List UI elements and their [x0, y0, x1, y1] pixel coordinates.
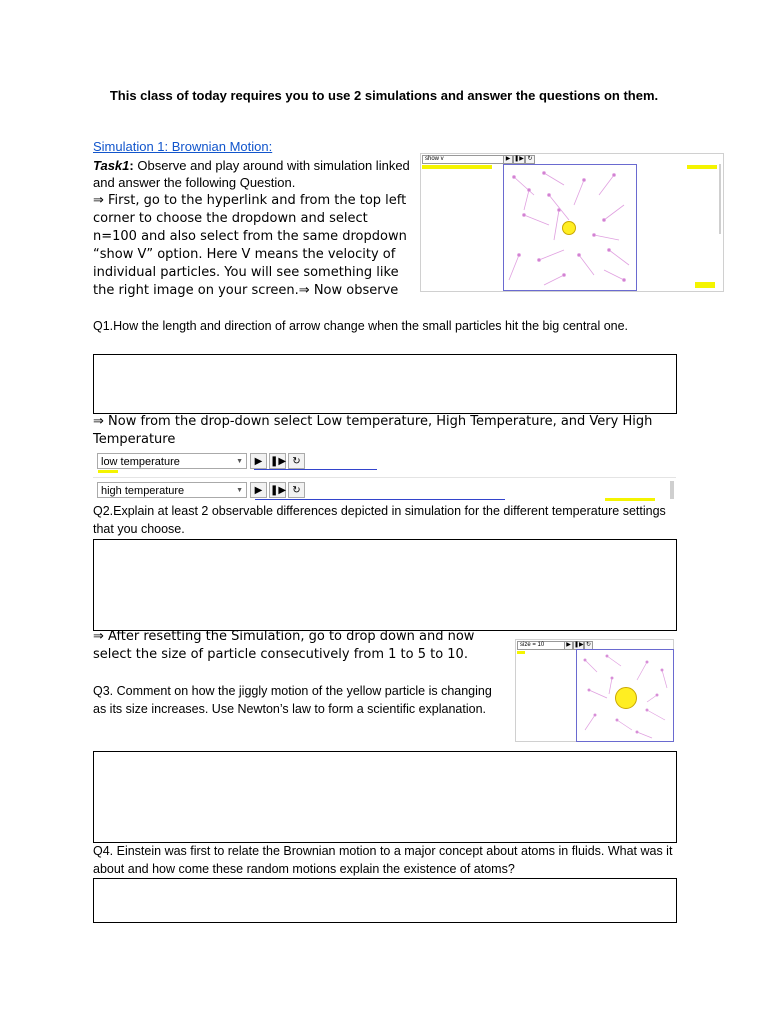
simulation-box [503, 164, 637, 291]
answer-box-3[interactable] [93, 751, 677, 843]
size-instruction: ⇒ After resetting the Simulation, go to drop down and now select the size of particle consecutively from 1 to 5 to 10. [93, 629, 475, 662]
step-button[interactable]: ❚▶ [269, 453, 286, 469]
yellow-tag [422, 165, 492, 169]
scrollbar [670, 481, 674, 499]
sim-dropdown: show v [422, 155, 504, 164]
yellow-tag [605, 498, 655, 501]
play-icon: ▶ [564, 641, 573, 650]
yellow-tag [98, 470, 118, 473]
play-button[interactable]: ▶ [250, 482, 267, 498]
task1-intro: Task1: Observe and play around with simulation linked and answer the following Question. [93, 158, 410, 190]
simulation-1-link[interactable]: Simulation 1: Brownian Motion: [93, 139, 273, 154]
reset-icon: ↻ [525, 155, 535, 164]
question-3: Q3. Comment on how the jiggly motion of the yellow particle is changing as its size increases. Use Newton’s law to form a scientific explanation. [93, 684, 492, 716]
yellow-tag [695, 282, 715, 288]
chevron-down-icon: ▼ [236, 487, 243, 494]
reset-icon: ↻ [585, 642, 592, 648]
answer-box-2[interactable] [93, 539, 677, 631]
task1-text: Observe and play around with simulation linked and answer the following Question. [93, 158, 410, 190]
page-title: This class of today requires you to use 2 simulations and answer the questions on them. [109, 88, 659, 103]
question-2: Q2.Explain at least 2 observable differences depicted in simulation for the different temperature settings that you choose. [93, 504, 666, 536]
simulation-box [576, 649, 674, 742]
high-temperature-controls [97, 482, 317, 500]
yellow-tag [517, 651, 525, 654]
reset-button[interactable]: ↻ [288, 453, 305, 469]
yellow-particle [615, 687, 637, 709]
low-temperature-dropdown[interactable]: low temperature ▼ [97, 453, 247, 469]
play-button[interactable]: ▶ [250, 453, 267, 469]
yellow-particle [562, 221, 576, 235]
simulation-screenshot-show-v [420, 153, 724, 292]
reset-button[interactable]: ↻ [288, 482, 305, 498]
step-button[interactable]: ❚▶ [269, 482, 286, 498]
step-icon: ❚▶ [574, 642, 584, 648]
play-icon: ▶ [503, 155, 513, 164]
task1-instructions: ⇒ First, go to the hyperlink and from the top left corner to choose the dropdown and select n=100 and also select from the same dropdown “show V” option. Here V means the velocity of individual particles. You will see something like the right image on your screen.⇒ Now observe [93, 193, 407, 298]
answer-box-4[interactable] [93, 878, 677, 923]
question-1: Q1.How the length and direction of arrow change when the small particles hit the big central one. [93, 319, 629, 333]
step-icon: ❚▶ [514, 156, 524, 162]
answer-box-1[interactable] [93, 354, 677, 414]
question-4: Q4. Einstein was first to relate the Brownian motion to a major concept about atoms in fluids. What was it about and how come these random motions explain the existence of atoms? [93, 844, 673, 876]
simulation-box-edge [254, 469, 377, 470]
simulation-screenshot-size-10 [515, 639, 674, 742]
chevron-down-icon: ▼ [236, 458, 243, 465]
task1-label: Task1 [93, 158, 130, 173]
sim-dropdown: size = 10 [517, 641, 565, 650]
scrollbar [719, 164, 721, 234]
low-temperature-controls [97, 453, 317, 475]
high-temperature-dropdown[interactable]: high temperature ▼ [97, 482, 247, 498]
yellow-tag [687, 165, 717, 169]
temperature-instruction: ⇒ Now from the drop-down select Low temperature, High Temperature, and Very High Temperature [93, 414, 653, 447]
